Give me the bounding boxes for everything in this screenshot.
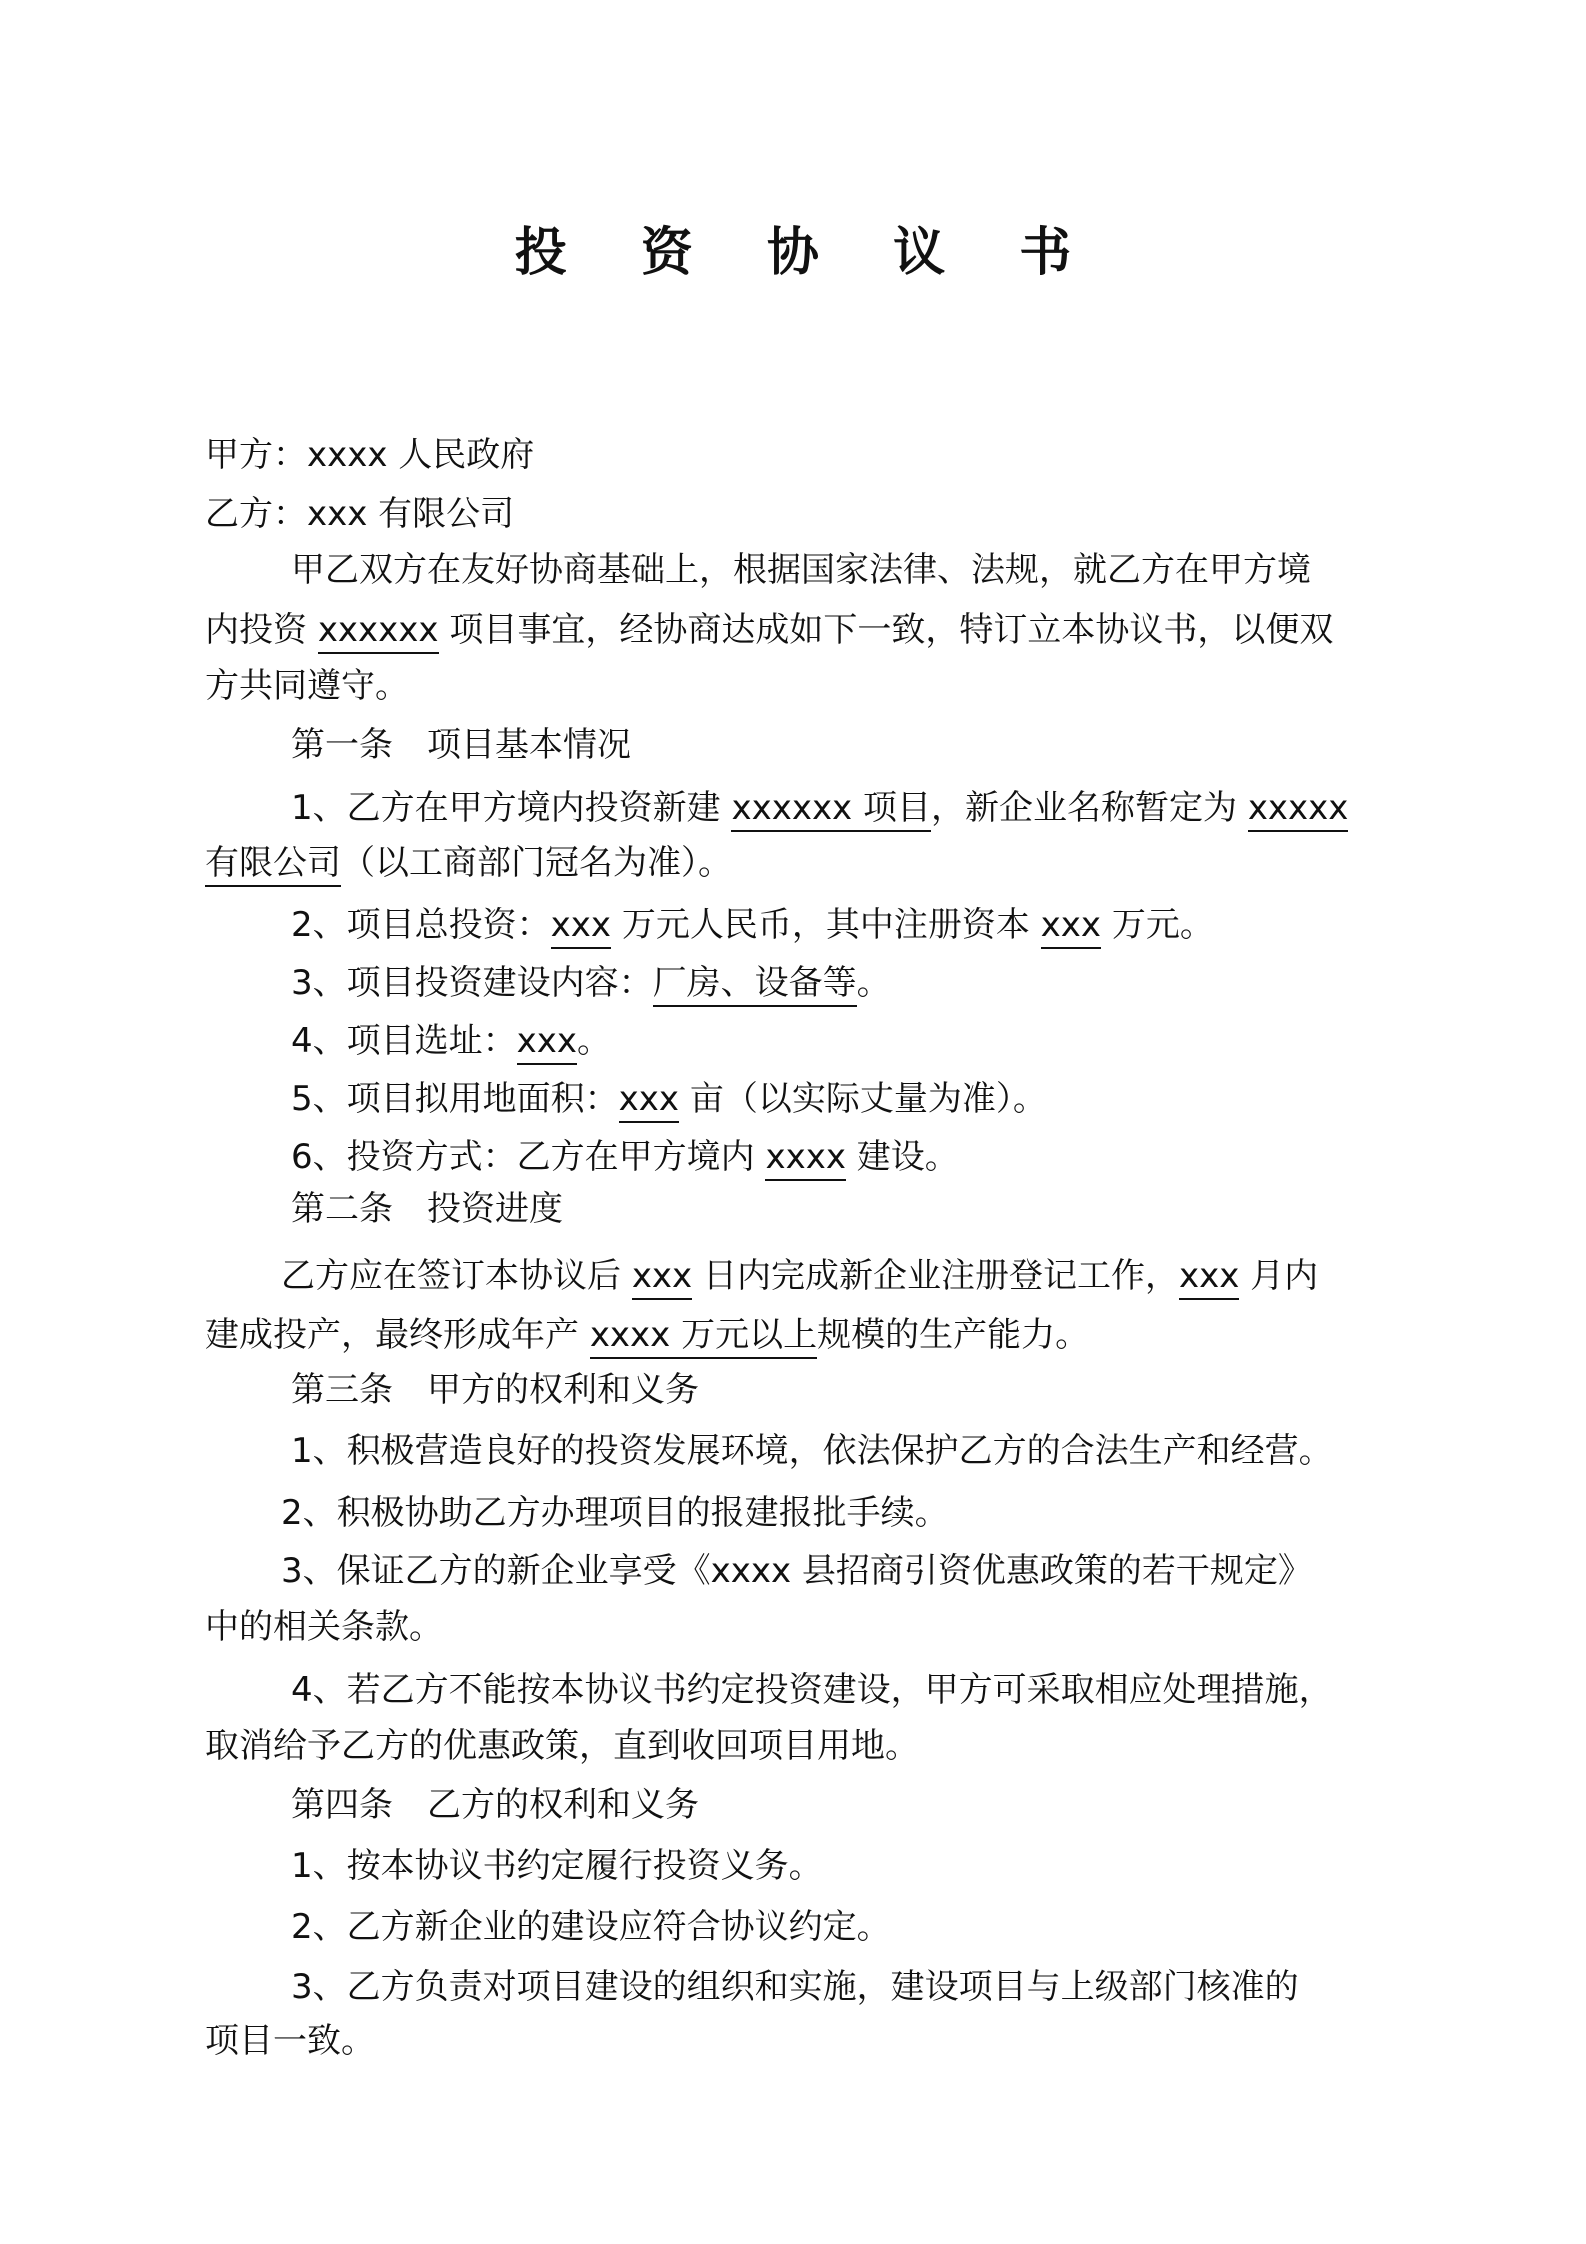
article-3-heading: 第三条 甲方的权利和义务	[291, 1370, 699, 1410]
intro-l2-pre: 内投资	[205, 610, 318, 650]
underlined-field: xxx	[551, 905, 611, 949]
text-segment: 建成投产，最终形成年产	[205, 1315, 590, 1355]
underlined-field: xxx	[517, 1021, 577, 1065]
party-a-label: 甲方：	[205, 435, 307, 475]
document-title: 投 资 协 议 书	[514, 223, 1100, 283]
underlined-field: xxx	[632, 1256, 692, 1300]
text-segment: 万元人民币，其中注册资本	[611, 905, 1041, 945]
party-b-value: xxx 有限公司	[307, 494, 515, 534]
intro-line-3: 方共同遵守。	[205, 666, 409, 706]
art1-item-3	[205, 960, 891, 1006]
intro-l2-post: 项目事宜，经协商达成如下一致，特订立本协议书，以便双	[438, 610, 1334, 650]
text-segment: 6、投资方式：乙方在甲方境内	[291, 1137, 766, 1177]
art1-item-4	[205, 1018, 611, 1064]
underlined-field: xxx	[1041, 905, 1101, 949]
underlined-field: xxxxxx 项目	[731, 788, 931, 832]
text-segment: 5、项目拟用地面积：	[291, 1079, 619, 1119]
art3-item-1: 1、积极营造良好的投资发展环境，依法保护乙方的合法生产和经营。	[291, 1431, 1333, 1471]
art3-item-4-line-1: 4、若乙方不能按本协议书约定投资建设，甲方可采取相应处理措施，	[291, 1670, 1333, 1710]
text-segment: 3、项目投资建设内容：	[291, 963, 653, 1003]
underlined-field: xxxx	[765, 1137, 845, 1181]
text-segment: 月内	[1239, 1256, 1319, 1296]
art1-item-5	[205, 1076, 1047, 1122]
text-segment: 。	[856, 963, 891, 1003]
art1-item-1-line-1	[205, 785, 1348, 831]
text-segment: 建设。	[845, 1137, 959, 1177]
party-b-label: 乙方：	[205, 494, 307, 534]
art3-item-2: 2、积极协助乙方办理项目的报建报批手续。	[281, 1493, 949, 1533]
party-b-line	[205, 491, 514, 537]
art4-item-2: 2、乙方新企业的建设应符合协议约定。	[291, 1907, 891, 1947]
text-segment: 1、乙方在甲方境内投资新建	[291, 788, 732, 828]
art4-item-3-line-1: 3、乙方负责对项目建设的组织和实施，建设项目与上级部门核准的	[291, 1967, 1299, 2007]
article-4-heading: 第四条 乙方的权利和义务	[291, 1785, 699, 1825]
art4-item-3-line-2: 项目一致。	[205, 2021, 375, 2061]
intro-line-1: 甲乙双方在友好协商基础上，根据国家法律、法规，就乙方在甲方境	[291, 550, 1311, 590]
art3-item-3-line-2: 中的相关条款。	[205, 1607, 443, 1647]
text-segment: 日内完成新企业注册登记工作，	[692, 1256, 1179, 1296]
art3-item-4-line-2: 取消给予乙方的优惠政策，直到收回项目用地。	[205, 1726, 919, 1766]
art2-line-2	[205, 1312, 1089, 1358]
underlined-project-name: xxxxxx	[318, 610, 439, 654]
text-segment: 规模的生产能力。	[817, 1315, 1090, 1355]
text-segment: ，新企业名称暂定为	[931, 788, 1248, 828]
art3-item-3-line-1: 3、保证乙方的新企业享受《xxxx 县招商引资优惠政策的若干规定》	[281, 1551, 1312, 1591]
text-segment: （以工商部门冠名为准）。	[341, 843, 732, 883]
text-segment: 2、项目总投资：	[291, 905, 551, 945]
art1-item-6	[205, 1134, 959, 1180]
article-2-heading: 第二条 投资进度	[291, 1189, 563, 1229]
party-a-line	[205, 432, 534, 478]
art1-item-1-line-2	[205, 840, 732, 886]
art2-line-1	[205, 1253, 1318, 1299]
art1-item-2	[205, 902, 1214, 948]
underlined-field: xxx	[1179, 1256, 1239, 1300]
underlined-field: xxx	[619, 1079, 679, 1123]
party-a-value: xxxx 人民政府	[307, 435, 535, 475]
underlined-field: xxxxx	[1248, 788, 1349, 832]
text-segment: 4、项目选址：	[291, 1021, 517, 1061]
text-segment: 亩（以实际丈量为准）。	[679, 1079, 1047, 1119]
underlined-field: 厂房、设备等	[653, 963, 857, 1007]
intro-line-2	[205, 607, 1333, 653]
underlined-field: xxxx 万元以上	[590, 1315, 817, 1359]
text-segment: 乙方应在签订本协议后	[281, 1256, 632, 1296]
article-1-heading: 第一条 项目基本情况	[291, 725, 631, 765]
text-segment: 。	[577, 1021, 612, 1061]
art4-item-1: 1、按本协议书约定履行投资义务。	[291, 1846, 823, 1886]
text-segment: 万元。	[1101, 905, 1214, 945]
underlined-field: 有限公司	[205, 843, 341, 887]
